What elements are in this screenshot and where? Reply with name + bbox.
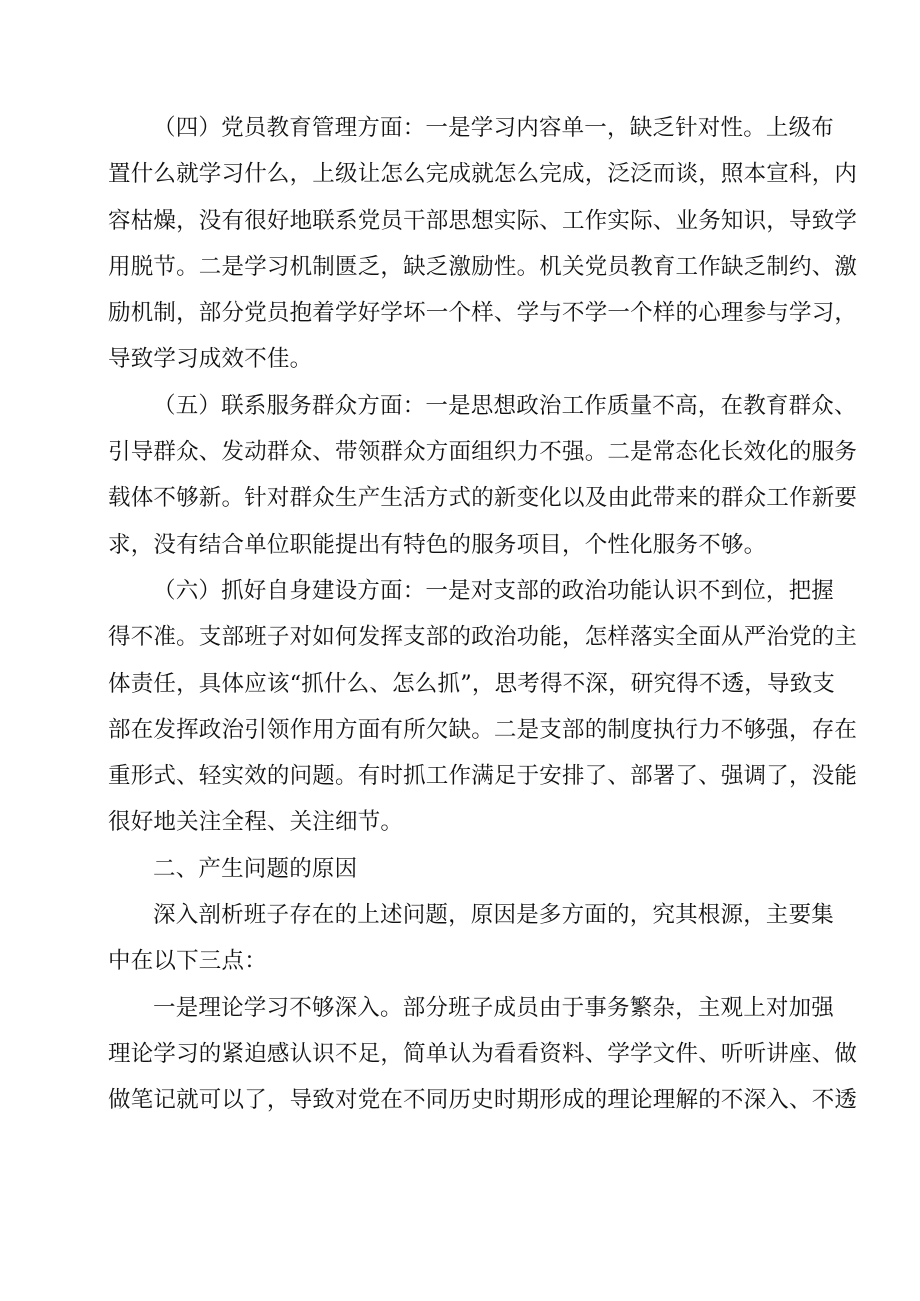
paragraph-theory-study	[108, 985, 858, 1124]
text-line: 中在以下三点：	[108, 948, 267, 975]
text-line: 一是理论学习不够深入。部分班子成员由于事务繁杂，主观上对加强	[153, 994, 835, 1021]
paragraph-party-member-education	[108, 105, 858, 383]
text-line: 置什么就学习什么，上级让怎么完成就怎么完成，泛泛而谈，照本宣科，内	[108, 161, 858, 188]
text-line: 励机制，部分党员抱着学好学坏一个样、学与不学一个样的心理参与学习，	[108, 300, 858, 327]
text-line: （六）抓好自身建设方面：一是对支部的政治功能认识不到位，把握	[153, 577, 835, 604]
text-line: 容枯燥，没有很好地联系党员干部思想实际、工作实际、业务知识，导致学	[108, 207, 858, 234]
text-line: （五）联系服务群众方面：一是思想政治工作质量不高，在教育群众、	[153, 392, 857, 419]
text-line: 载体不够新。针对群众生产生活方式的新变化以及由此带来的群众工作新要	[108, 485, 858, 512]
paragraph-serving-masses	[108, 383, 858, 568]
text-line: 做笔记就可以了，导致对党在不同历史时期形成的理论理解的不深入、不透	[108, 1087, 858, 1114]
text-line: 体责任，具体应该“抓什么、怎么抓”，思考得不深，研究得不透，导致支	[108, 670, 836, 697]
text-line: 得不准。支部班子对如何发挥支部的政治功能，怎样落实全面从严治党的主	[108, 624, 858, 651]
text-line: 理论学习的紧迫感认识不足，简单认为看看资料、学学文件、听听讲座、做	[108, 1040, 858, 1067]
text-line: 深入剖析班子存在的上述问题，原因是多方面的，究其根源，主要集	[153, 902, 835, 929]
text-line: 导致学习成效不佳。	[108, 346, 313, 373]
text-line: 重形式、轻实效的问题。有时抓工作满足于安排了、部署了、强调了，没能	[108, 763, 858, 790]
text-line: 用脱节。二是学习机制匮乏，缺乏激励性。机关党员教育工作缺乏制约、激	[108, 253, 858, 280]
section-heading: 二、产生问题的原因	[153, 855, 358, 882]
text-line: 求，没有结合单位职能提出有特色的服务项目，个性化服务不够。	[108, 531, 767, 558]
text-line: 很好地关注全程、关注细节。	[108, 809, 404, 836]
text-line: 部在发挥政治引领作用方面有所欠缺。二是支部的制度执行力不够强，存在	[108, 716, 858, 743]
paragraph-self-construction	[108, 568, 858, 846]
document-body	[108, 105, 858, 1124]
section-heading-causes	[108, 846, 824, 892]
paragraph-analysis-intro	[108, 892, 835, 985]
text-line: （四）党员教育管理方面：一是学习内容单一，缺乏针对性。上级布	[153, 115, 835, 141]
text-line: 引导群众、发动群众、带领群众方面组织力不强。二是常态化长效化的服务	[108, 439, 858, 466]
